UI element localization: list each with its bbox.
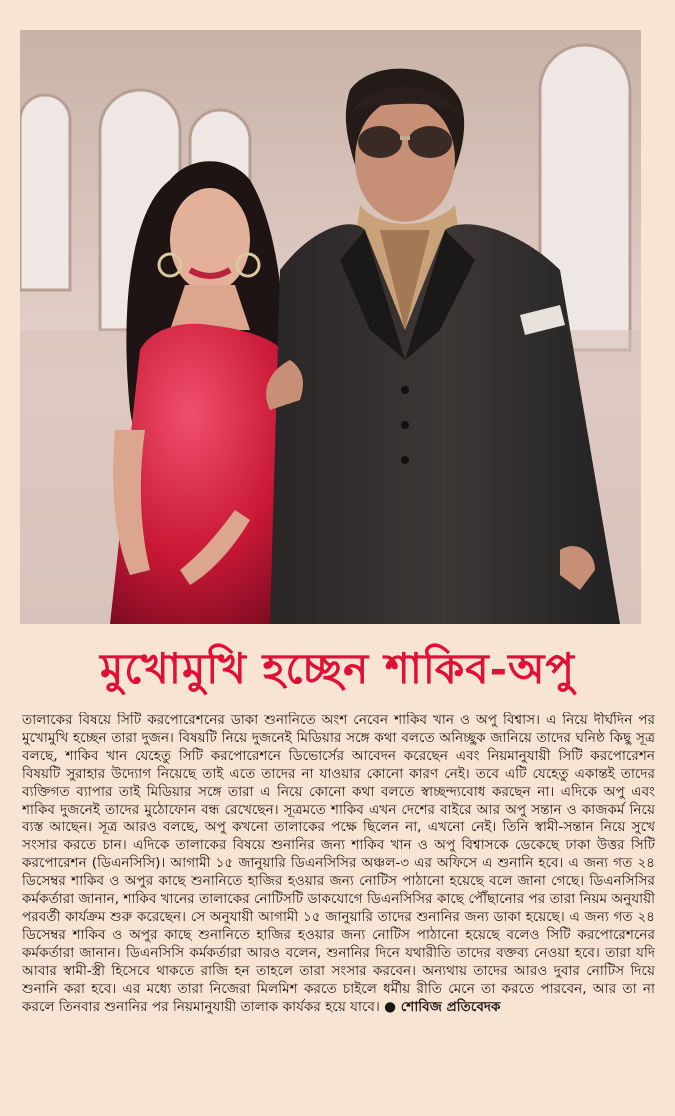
headline: মুখোমুখি হচ্ছেন শাকিব-অপু <box>99 644 575 693</box>
article-body <box>22 712 655 1108</box>
article-text: তালাকের বিষয়ে সিটি করপোরেশনের ডাকা শুনানিতে অংশ নেবেন শাকিব খান ও অপু বিশ্বাস। এ নিয়ে দীর্ঘদিন পর মুখোমুখি হচ্ছেন তারা দুজন। বিষয়টি নিয়ে দুজনেই মিডিয়ার সঙ্গে কথা বলতে অনিচ্ছুক জানিয়ে তাদের ঘনিষ্ঠ কিছু সূত্র বলছে, শাকিব খান যেহেতু সিটি করপোরেশনে ডিভোর্সের আবেদন করেছেন এবং নিয়মানুযায়ী সিটি করপোরেশন বিষয়টি সুরাহার উদ্যোগ নিয়েছে তাই এতে তাদের না যাওয়ার কোনো কারণ নেই। তবে এটি যেহেতু একান্তই তাদের ব্যক্তিগত ব্যাপার তাই মিডিয়ার সঙ্গে তারা এ নিয়ে কোনো কথা বলতে স্বাচ্ছন্দ্যবোধ করছেন না। এদিকে অপু এবং শাকিব দুজনেই তাদের মুঠোফোন বন্ধ রেখেছেন। সূত্রমতে শাকিব এখন দেশের বাইরে আর অপু সন্তান ও কাজকর্ম নিয়ে ব্যস্ত আছেন। সূত্র আরও বলছে, অপু কখনো তালাকের পক্ষে ছিলেন না, এখনো নেই। তিনি স্বামী-সন্তান নিয়ে সুখে সংসার করতে চান। এদিকে তালাকের বিষয়ে শুনানির জন্য শাকিব খান ও অপু বিশ্বাসকে ডেকেছে ঢাকা উত্তর সিটি করপোরেশন (ডিএনসিসি)। আগামী ১৫ জানুয়ারি ডিএনসিসির অঞ্চল-৩ এর অফিসে এ শুনানি হবে। এ জন্য গত ২৪ ডিসেম্বর শাকিব ও অপুর কাছে শুনানিতে হাজির হওয়ার জন্য নোটিস পাঠানো হয়েছে বলে জানা গেছে। ডিএনসিসির কর্মকর্তারা জানান, শাকিব খানের তালাকের নোটিসটি ডাকযোগে ডিএনসিসির কাছে পৌঁছানোর পর তারা নিয়ম অনুযায়ী পরবর্তী কার্যক্রম শুরু করেছেন। সে অনুযায়ী আগামী ১৫ জানুয়ারি তাদের শুনানির জন্য ডাকা হয়েছে। এ জন্য গত ২৪ ডিসেম্বর শাকিব ও অপুর কাছে শুনানিতে হাজির হওয়ার জন্য নোটিস পাঠানো হয়েছে বলেও সিটি করপোরেশনের কর্মকর্তারা জানান। ডিএনসিসি কর্মকর্তারা আরও বলেন, শুনানির দিনে যথারীতি তাদের বক্তব্য নেওয়া হবে। তারা যদি আবার স্বামী-স্ত্রী হিসেবে থাকতে রাজি হন তাহলে তারা সংসার করবেন। অন্যথায় তাদের আরও দুবার নোটিস দিয়ে শুনানি করা হবে। এর মধ্যে তারা নিজেরা মিলমিশ করতে চাইলে ধর্মীয় রীতি মেনে তা করতে পারবেন, আর তা না করলে তিনবার শুনানির পর নিয়মানুযায়ী তালাক কার্যকর হয়ে যাবে। <box>22 712 655 1015</box>
photo-illustration <box>20 30 641 624</box>
article-photo <box>20 30 641 624</box>
byline: ● শোবিজ প্রতিবেদক <box>384 998 501 1015</box>
